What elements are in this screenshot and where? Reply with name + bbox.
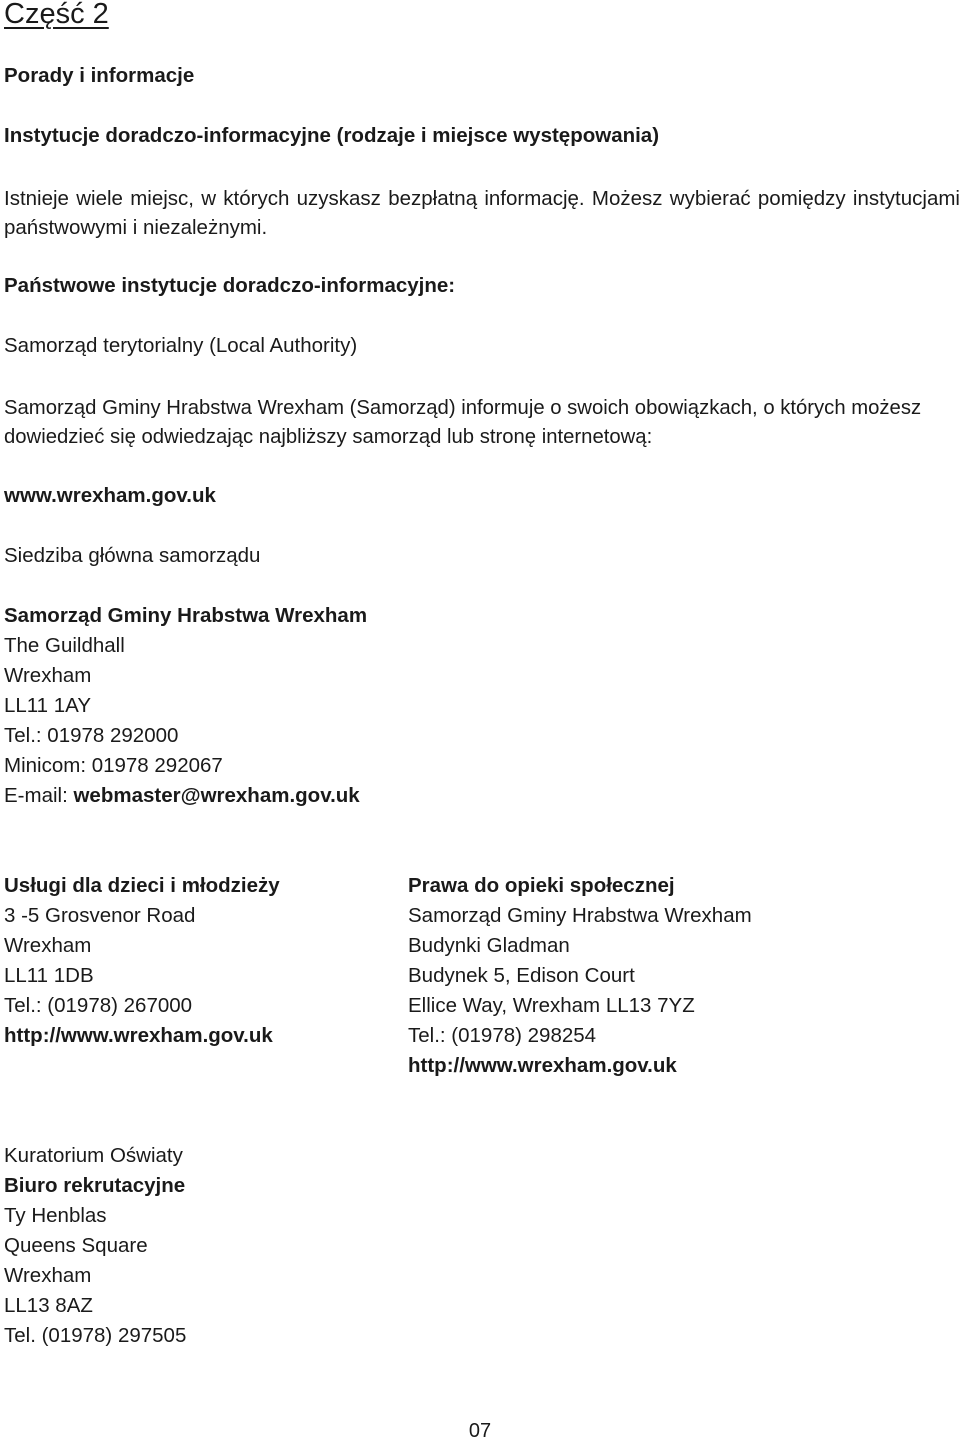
hq-email-label: E-mail: bbox=[4, 784, 74, 807]
hq-address-block bbox=[4, 601, 367, 811]
children-services-url[interactable]: http://www.wrexham.gov.uk bbox=[4, 1024, 273, 1047]
social-care-title: Prawa do opieki społecznej bbox=[408, 874, 675, 897]
page-heading: Część 2 bbox=[4, 0, 109, 30]
hq-address-line: The Guildhall bbox=[4, 634, 125, 657]
social-care-line: Tel.: (01978) 298254 bbox=[408, 1024, 597, 1047]
intro-paragraph: Istnieje wiele miejsc, w których uzyskasz bezpłatną informację. Możesz wybierać pomiędzy instytucjami państwowymi i niezależnymi. bbox=[4, 187, 960, 239]
page-number: 07 bbox=[468, 1420, 492, 1442]
social-care-block bbox=[408, 871, 752, 1081]
children-services-line: Tel.: (01978) 267000 bbox=[4, 994, 193, 1017]
local-authority-paragraph: Samorząd Gminy Hrabstwa Wrexham (Samorząd) informuje o swoich obowiązkach, o których możesz dowiedzieć się odwiedzając najbliższy samorząd lub stronę internetową: bbox=[4, 397, 922, 448]
children-services-line: LL11 1DB bbox=[4, 964, 94, 987]
social-care-line: Budynki Gladman bbox=[408, 934, 570, 957]
hq-tel: Tel.: 01978 292000 bbox=[4, 724, 179, 747]
hq-label: Siedziba główna samorządu bbox=[4, 544, 261, 567]
hq-email-link[interactable]: webmaster@wrexham.gov.uk bbox=[73, 784, 360, 807]
section-title: Porady i informacje bbox=[4, 64, 195, 87]
hq-address-line: LL11 1AY bbox=[4, 694, 92, 717]
education-subtitle: Biuro rekrutacyjne bbox=[4, 1174, 186, 1197]
website-link[interactable]: www.wrexham.gov.uk bbox=[4, 484, 216, 507]
social-care-line: Ellice Way, Wrexham LL13 7YZ bbox=[408, 994, 695, 1017]
subsection-title: Instytucje doradczo-informacyjne (rodzaje i miejsce występowania) bbox=[4, 124, 660, 147]
social-care-line: Samorząd Gminy Hrabstwa Wrexham bbox=[408, 904, 752, 927]
education-line: Queens Square bbox=[4, 1234, 148, 1257]
education-title: Kuratorium Oświaty bbox=[4, 1144, 183, 1167]
social-care-line: Budynek 5, Edison Court bbox=[408, 964, 635, 987]
children-services-title: Usługi dla dzieci i młodzieży bbox=[4, 874, 280, 897]
local-authority-label: Samorząd terytorialny (Local Authority) bbox=[4, 334, 358, 357]
social-care-url[interactable]: http://www.wrexham.gov.uk bbox=[408, 1054, 677, 1077]
hq-address-line: Wrexham bbox=[4, 664, 92, 687]
hq-name: Samorząd Gminy Hrabstwa Wrexham bbox=[4, 604, 368, 627]
hq-email-row bbox=[4, 781, 367, 811]
education-block bbox=[4, 1141, 186, 1351]
education-line: Tel. (01978) 297505 bbox=[4, 1324, 187, 1347]
education-line: LL13 8AZ bbox=[4, 1294, 93, 1317]
education-line: Wrexham bbox=[4, 1264, 92, 1287]
state-institutions-title: Państwowe instytucje doradczo-informacyjne: bbox=[4, 274, 456, 297]
children-services-line: 3 -5 Grosvenor Road bbox=[4, 904, 196, 927]
education-line: Ty Henblas bbox=[4, 1204, 107, 1227]
children-services-block bbox=[4, 871, 280, 1051]
hq-minicom: Minicom: 01978 292067 bbox=[4, 754, 223, 777]
children-services-line: Wrexham bbox=[4, 934, 92, 957]
